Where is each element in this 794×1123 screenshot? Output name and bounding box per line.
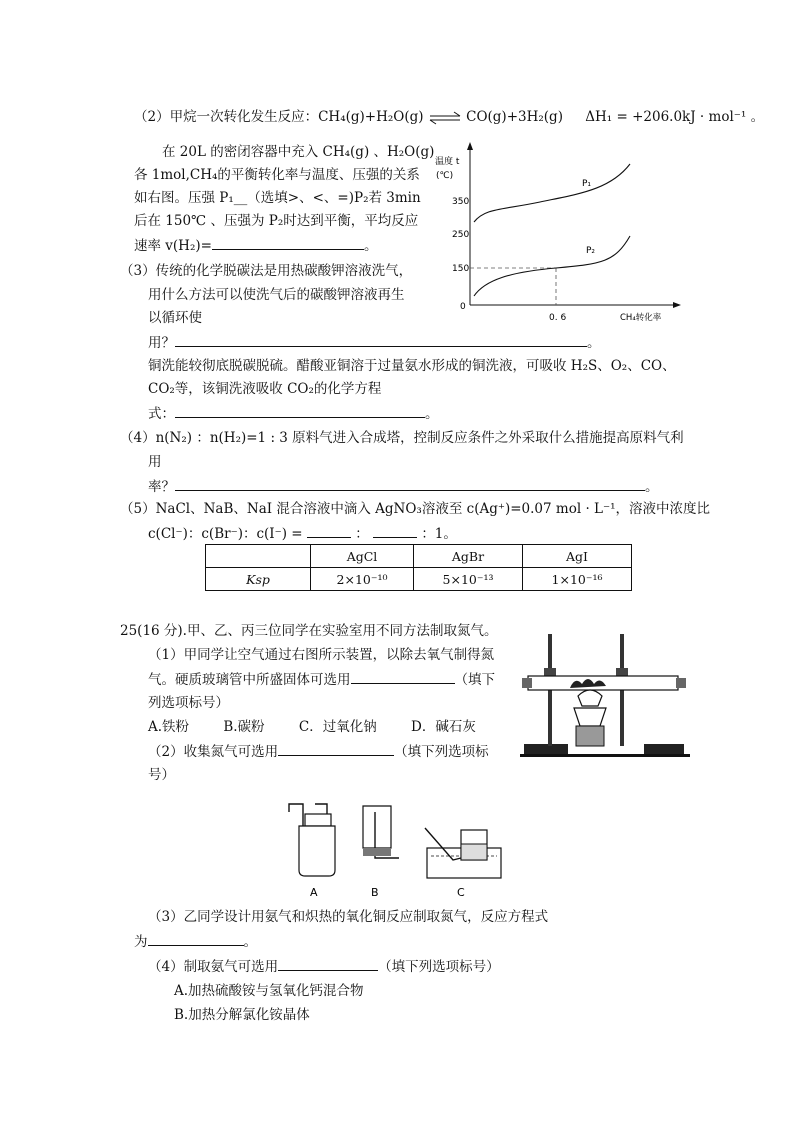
option-c[interactable]: C．过氧化钠: [298, 719, 377, 735]
answer-blank[interactable]: [175, 477, 645, 491]
x-axis-label: CH₄转化率: [620, 313, 662, 323]
curve-p1: [474, 164, 630, 222]
stopper-icon: [676, 678, 686, 688]
table-header-cell: AgBr: [414, 545, 523, 568]
q25-part1-prompt: 气。硬质玻璃管中所盛固体可选用: [148, 672, 351, 688]
period: 。: [363, 238, 378, 254]
q24-part4-answer-line: [148, 477, 659, 496]
answer-blank[interactable]: [175, 404, 425, 418]
temperature-conversion-graph: [430, 140, 690, 330]
q24-part3-text: （3）传统的化学脱碳法是用热碳酸钾溶液洗气，: [120, 263, 413, 279]
table-cell: 2×10⁻¹⁰: [311, 568, 414, 591]
q24-part3-text: 铜洗能较彻底脱碳脱硫。醋酸亚铜溶于过量氨水形成的铜洗液，可吸收 H₂S、O₂、CO、: [148, 358, 676, 374]
q25-part2-text: 号）: [148, 767, 175, 783]
clamp-icon: [616, 668, 628, 676]
lamp-stand-icon: [576, 726, 604, 746]
q25-part2-prompt: （2）收集氮气可选用: [148, 744, 279, 760]
q24-part5-text: （5）NaCl、NaB、NaI 混合溶液中滴入 AgNO₃溶液至 c(Ag⁺)=0.07 mol · L⁻¹，溶液中浓度比: [120, 501, 711, 517]
figure-label-c: C: [457, 886, 465, 899]
gas-collection-figures: [285, 800, 505, 904]
figure-label-b: B: [371, 886, 379, 899]
period: 。: [587, 335, 601, 351]
q24-part3-text: CO₂等，该铜洗液吸收 CO₂的化学方程: [148, 381, 382, 397]
q24-part5-ratio-label: c(Cl⁻)：c(Br⁻)：c(I⁻) =: [148, 526, 303, 542]
q25-part3-text: （3）乙同学设计用氨气和炽热的氧化铜反应制取氮气，反应方程式: [148, 909, 549, 925]
q25-part3-prompt: 为: [134, 934, 148, 950]
q24-part2-rate-label: 速率 v(H₂)=: [134, 238, 212, 254]
stand-base-right: [644, 744, 684, 754]
answer-blank[interactable]: [278, 957, 378, 971]
apparatus-figure: [520, 626, 690, 760]
x-tick-label: 0. 6: [549, 313, 567, 323]
y-axis-unit: (℃): [436, 171, 454, 181]
y-axis-label: 温度 t: [435, 157, 460, 167]
q24-part2-products: CO(g)+3H₂(g): [466, 109, 563, 125]
q24-part2-line1: [134, 108, 764, 126]
table-header-cell: AgI: [523, 545, 632, 568]
bench-line: [520, 754, 690, 757]
x-axis-arrow-icon: [673, 302, 681, 308]
period: 。: [243, 934, 257, 950]
q25-part4-answer-line: [148, 957, 500, 976]
y-axis-arrow-icon: [467, 142, 473, 150]
answer-blank[interactable]: [212, 236, 364, 250]
option-a[interactable]: A.铁粉: [148, 719, 190, 735]
lamp-body-icon: [574, 708, 606, 726]
table-header-cell: [206, 545, 311, 568]
table-row: [206, 545, 632, 568]
y-tick-label: 150: [452, 264, 470, 274]
q25-part3-answer-line: [134, 932, 257, 951]
q24-part5-ratio-line: [148, 524, 457, 543]
q24-part2-text: 在 20L 的密闭容器中充入 CH₄(g) 、H₂O(g): [162, 144, 435, 160]
q25-title: 25(16 分).甲、乙、丙三位同学在实验室用不同方法制取氮气。: [120, 623, 498, 639]
q24-part3-equation-line: [148, 404, 439, 423]
option-d[interactable]: D．碱石灰: [411, 719, 476, 735]
ratio-end: ：1。: [421, 526, 457, 542]
q24-part2-text: 后在 150℃ 、压强为 P₂时达到平衡，平均反应: [134, 213, 419, 229]
q25-part2-answer-line: [148, 742, 489, 761]
option-b[interactable]: B.碳粉: [223, 719, 265, 735]
q24-part4-prompt: 率？: [148, 479, 175, 495]
y-tick-label: 350: [452, 197, 470, 207]
q24-part2-enthalpy: ΔH₁ = +206.0kJ · mol⁻¹ 。: [585, 109, 765, 125]
curve-p1-label: P₁: [582, 179, 592, 189]
collection-option-a-icon: [289, 804, 335, 876]
q24-part4-text: （4）n(N₂) ：n(H₂)=1 : 3 原料气进入合成塔，控制反应条件之外采取什么措施提高原料气利: [120, 430, 684, 446]
q24-part3-text: 用什么方法可以使洗气后的碳酸钾溶液再生: [148, 287, 405, 303]
q25-part1-text: （1）甲同学让空气通过右图所示装置，以除去氧气制得氮: [148, 647, 495, 663]
answer-blank[interactable]: [148, 932, 244, 946]
collection-option-b-icon: [363, 806, 399, 858]
q24-part4-text: 用: [148, 454, 162, 470]
equilibrium-arrow-icon: [428, 111, 462, 125]
answer-blank[interactable]: [278, 742, 394, 756]
table-row: [206, 568, 632, 591]
table-row-label: Ksp: [206, 568, 311, 591]
q24-part2-text: 各 1mol,CH₄的平衡转化率与温度、压强的关系: [134, 167, 420, 183]
q25-part4-prompt: （4）制取氨气可选用: [148, 959, 279, 975]
q24-part3-text: 以循环使: [148, 310, 202, 326]
q25-part4-hint: （填下列选项标号）: [378, 959, 500, 975]
table-cell: 1×10⁻¹⁶: [523, 568, 632, 591]
answer-blank[interactable]: [307, 524, 351, 538]
q24-part2-rate-line: [134, 236, 377, 255]
q24-part3-answer-line: [148, 333, 601, 352]
q25-part1-hint: （填下: [454, 672, 495, 688]
curve-p2: [474, 236, 630, 296]
answer-blank[interactable]: [175, 333, 587, 347]
q25-part1-answer-line: [148, 670, 495, 689]
q25-part4-option-b[interactable]: B.加热分解氯化铵晶体: [174, 1007, 310, 1023]
y-tick-label: 250: [452, 230, 470, 240]
q25-part1-text: 列选项标号）: [148, 695, 229, 711]
q25-part2-hint: （填下列选项标: [394, 744, 489, 760]
collection-option-c-icon: [425, 828, 501, 878]
q24-part2-head: （2）甲烷一次转化发生反应：CH₄(g)+H₂O(g): [134, 109, 424, 125]
lamp-flame-icon: [578, 690, 602, 706]
y-tick-label: 0: [460, 302, 466, 312]
clamp-icon: [544, 668, 556, 676]
answer-blank[interactable]: [373, 524, 417, 538]
stand-base-left: [524, 744, 568, 754]
curve-p2-label: P₂: [586, 246, 596, 256]
q24-part3-prompt: 式：: [148, 406, 175, 422]
table-cell: 5×10⁻¹³: [414, 568, 523, 591]
q24-part2-text: 如右图。压强 P₁__（选填>、<、=)P₂若 3min: [134, 190, 421, 206]
ksp-table: [205, 544, 632, 591]
q25-part1-options: [148, 718, 476, 736]
colon: ：: [355, 526, 369, 542]
table-header-cell: AgCl: [311, 545, 414, 568]
q25-part4-option-a[interactable]: A.加热硫酸铵与氢氧化钙混合物: [174, 983, 364, 999]
period: 。: [645, 479, 659, 495]
answer-blank[interactable]: [351, 670, 455, 684]
q24-part3-prompt: 用？: [148, 335, 175, 351]
figure-label-a: A: [310, 886, 318, 899]
stopper-icon: [522, 678, 532, 688]
period: 。: [425, 406, 439, 422]
